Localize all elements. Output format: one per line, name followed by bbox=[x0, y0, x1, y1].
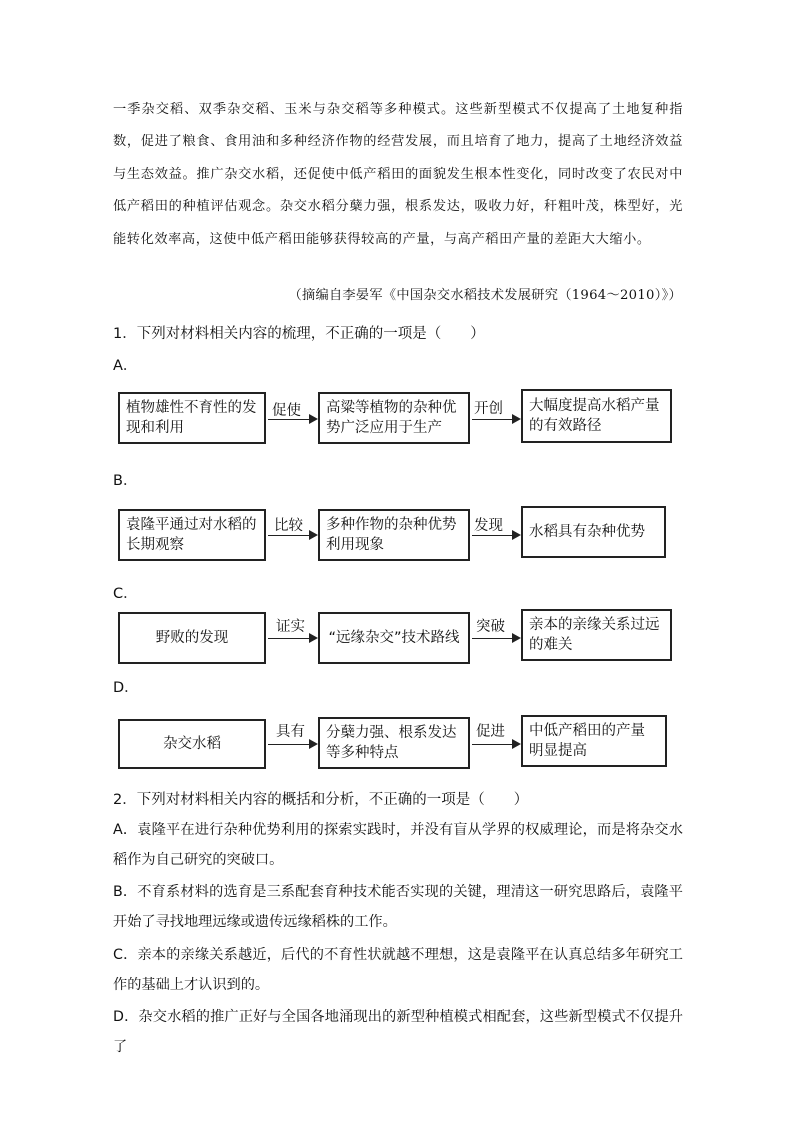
flow-box: 袁隆平通过对水稻的长期观察 bbox=[118, 509, 266, 561]
arrow-label: 具有 bbox=[276, 724, 305, 740]
flow-box: 野败的发现 bbox=[118, 612, 266, 664]
arrow-right-icon bbox=[472, 638, 519, 639]
q2-option-a: A．袁隆平在进行杂种优势利用的探索实践时，并没有盲从学界的权威理论，而是将杂交水稻作为自己研究的突破口。 bbox=[113, 822, 683, 868]
arrow-right-icon bbox=[472, 535, 519, 536]
q1-option-d-flowchart bbox=[118, 712, 678, 772]
q1-option-a-letter: A． bbox=[113, 358, 138, 374]
arrow-right-icon bbox=[268, 744, 316, 745]
flow-box: “远缘杂交”技术路线 bbox=[318, 612, 470, 664]
question-2-stem: 2．下列对材料相关内容的概括和分析，不正确的一项是（ ） bbox=[113, 792, 529, 808]
arrow-right-icon bbox=[268, 638, 316, 639]
passage-text: 一季杂交稻、双季杂交稻、玉米与杂交稻等多种模式。这些新型模式不仅提高了土地复种指数，促进了粮食、食用油和多种经济作物的经营发展，而且培育了地力，提高了土地经济效益与生态效益。推广杂交水稻，还促使中低产稻田的面貌发生根本性变化，同时改变了农民对中低产稻田的种植评估观念。杂交水稻分蘖力强，根系发达，吸收力好，秆粗叶茂，株型好，光能转化效率高，这使中低产稻田能够获得较高的产量，与高产稻田产量的差距大大缩小。 bbox=[113, 102, 683, 247]
flow-box: 高粱等植物的杂种优势广泛应用于生产 bbox=[318, 392, 470, 444]
arrow-label: 发现 bbox=[474, 518, 503, 534]
arrow-label: 比较 bbox=[274, 518, 303, 534]
arrow-label: 开创 bbox=[474, 401, 503, 417]
arrow-right-icon bbox=[268, 535, 316, 536]
arrow-right-icon bbox=[472, 419, 519, 420]
q2-option-c: C．亲本的亲缘关系越近，后代的不育性状就越不理想，这是袁隆平在认真总结多年研究工作的基础上才认识到的。 bbox=[113, 947, 683, 993]
flow-box: 分蘖力强、根系发达等多种特点 bbox=[318, 717, 470, 769]
flow-box: 大幅度提高水稻产量的有效路径 bbox=[521, 389, 672, 443]
q1-option-a-flowchart bbox=[118, 389, 678, 449]
arrow-right-icon bbox=[472, 744, 519, 745]
flow-box: 中低产稻田的产量明显提高 bbox=[521, 715, 667, 767]
q1-option-c-flowchart bbox=[118, 607, 678, 667]
flow-box: 亲本的亲缘关系过远的难关 bbox=[521, 609, 672, 661]
flow-box: 杂交水稻 bbox=[118, 719, 266, 769]
q1-option-b-flowchart bbox=[118, 504, 678, 564]
arrow-label: 促使 bbox=[272, 403, 301, 419]
arrow-right-icon bbox=[268, 419, 316, 420]
arrow-label: 突破 bbox=[476, 619, 505, 635]
q1-option-c-letter: C． bbox=[113, 586, 138, 602]
question-1-stem: 1．下列对材料相关内容的梳理，不正确的一项是（ ） bbox=[113, 326, 485, 342]
q1-option-b-letter: B． bbox=[113, 473, 138, 489]
flow-box: 多种作物的杂种优势利用现象 bbox=[318, 509, 470, 561]
q2-option-d: D．杂交水稻的推广正好与全国各地涌现出的新型种植模式相配套，这些新型模式不仅提升了 bbox=[113, 1009, 683, 1055]
arrow-label: 促进 bbox=[476, 724, 505, 740]
q1-option-d-letter: D． bbox=[113, 680, 139, 696]
arrow-label: 证实 bbox=[276, 619, 305, 635]
flow-box: 植物雄性不育性的发现和利用 bbox=[118, 392, 266, 444]
flow-box: 水稻具有杂种优势 bbox=[521, 506, 666, 558]
q2-option-b: B．不育系材料的选育是三系配套育种技术能否实现的关键，理清这一研究思路后，袁隆平开始了寻找地理远缘或遗传远缘稻株的工作。 bbox=[113, 884, 683, 930]
passage-source: （摘编自李晏军《中国杂交水稻技术发展研究（1964～2010）》） bbox=[288, 288, 682, 303]
